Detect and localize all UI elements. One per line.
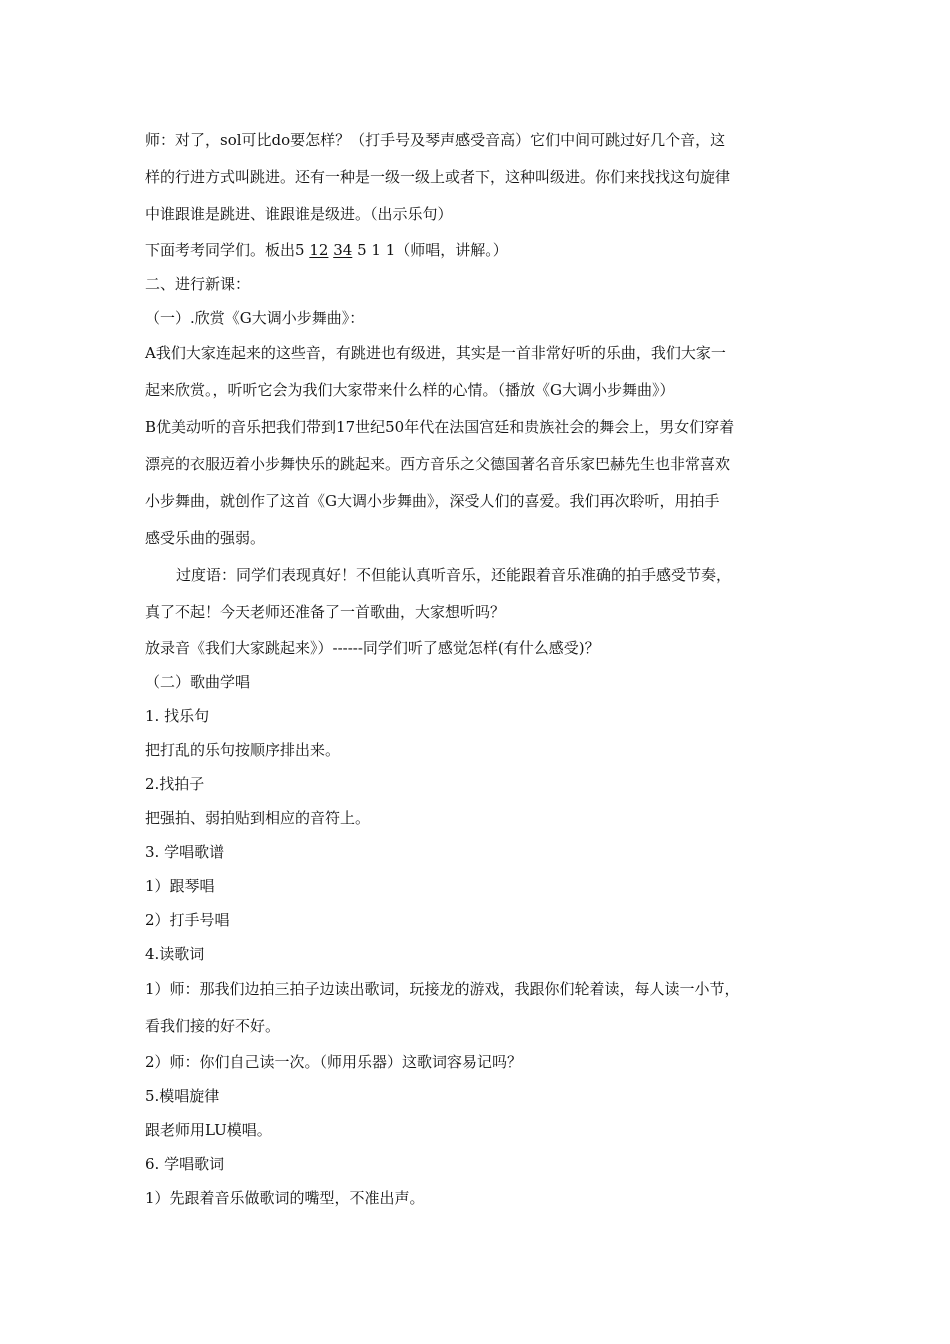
notation-line: [145, 233, 810, 267]
notation-underlined-12: 12: [309, 241, 329, 259]
teacher-explanation-line: 样的行进方式叫跳进。还有一种是一级一级上或者下，这种叫级进。你们来找找这句旋律: [145, 168, 731, 186]
notation-suffix: 5 1 1（师唱，讲解。）: [352, 241, 508, 259]
paragraph-b-line: B优美动听的音乐把我们带到17世纪50年代在法国宫廷和贵族社会的舞会上，男女们穿着: [145, 418, 735, 436]
subsection-heading: （二）歌曲学唱: [145, 673, 251, 691]
step-text: 2）打手号唱: [145, 911, 230, 929]
step-heading: 1. 找乐句: [145, 707, 210, 725]
transition-line: 过度语：同学们表现真好！不但能认真听音乐，还能跟着音乐准确的拍手感受节奏，: [176, 566, 732, 584]
step-text: 2）师：你们自己读一次。（师用乐器）这歌词容易记吗？: [145, 1053, 523, 1071]
section-heading: 二、进行新课：: [145, 275, 251, 293]
recording-line: 放录音《我们大家跳起来》）------同学们听了感觉怎样(有什么感受)？: [145, 639, 600, 657]
step-text-line: 1）师：那我们边拍三拍子边读出歌词，玩接龙的游戏，我跟你们轮着读，每人读一小节，: [145, 980, 740, 998]
step-heading: 4.读歌词: [145, 945, 205, 963]
step-text: 跟老师用LU模唱。: [145, 1121, 272, 1139]
step-text-line: 看我们接的好不好。: [145, 1017, 281, 1035]
notation-underlined-34: 34: [333, 241, 353, 259]
paragraph-b-line: 小步舞曲，就创作了这首《G大调小步舞曲》，深受人们的喜爱。我们再次聆听，用拍手: [145, 492, 720, 510]
step-heading: 6. 学唱歌词: [145, 1155, 225, 1173]
transition-line: 真了不起！今天老师还准备了一首歌曲，大家想听吗？: [145, 603, 506, 621]
paragraph-a-line: 起来欣赏。，听听它会为我们大家带来什么样的心情。（播放《G大调小步舞曲》）: [145, 381, 675, 399]
step-heading: 3. 学唱歌谱: [145, 843, 225, 861]
step-heading: 2.找拍子: [145, 775, 205, 793]
step-text: 1）跟琴唱: [145, 877, 215, 895]
subsection-heading: （一）.欣赏《G大调小步舞曲》：: [145, 309, 365, 327]
step-text: 把强拍、弱拍贴到相应的音符上。: [145, 809, 371, 827]
step-text: 把打乱的乐句按顺序排出来。: [145, 741, 341, 759]
step-heading: 5.模唱旋律: [145, 1087, 220, 1105]
lesson-plan-body: [145, 122, 810, 1215]
paragraph-b-line: 漂亮的衣服迈着小步舞快乐的跳起来。西方音乐之父德国著名音乐家巴赫先生也非常喜欢: [145, 455, 731, 473]
notation-prefix: 下面考考同学们。板出5: [145, 241, 310, 259]
paragraph-b-line: 感受乐曲的强弱。: [145, 529, 266, 547]
paragraph-a-line: A我们大家连起来的这些音，有跳进也有级进，其实是一首非常好听的乐曲，我们大家一: [145, 344, 726, 362]
step-text: 1）先跟着音乐做歌词的嘴型，不准出声。: [145, 1189, 425, 1207]
teacher-explanation-line: 中谁跟谁是跳进、谁跟谁是级进。（出示乐句）: [145, 205, 453, 223]
teacher-explanation-line: 师：对了，sol可比do要怎样？（打手号及琴声感受音高）它们中间可跳过好几个音，这: [145, 131, 726, 149]
